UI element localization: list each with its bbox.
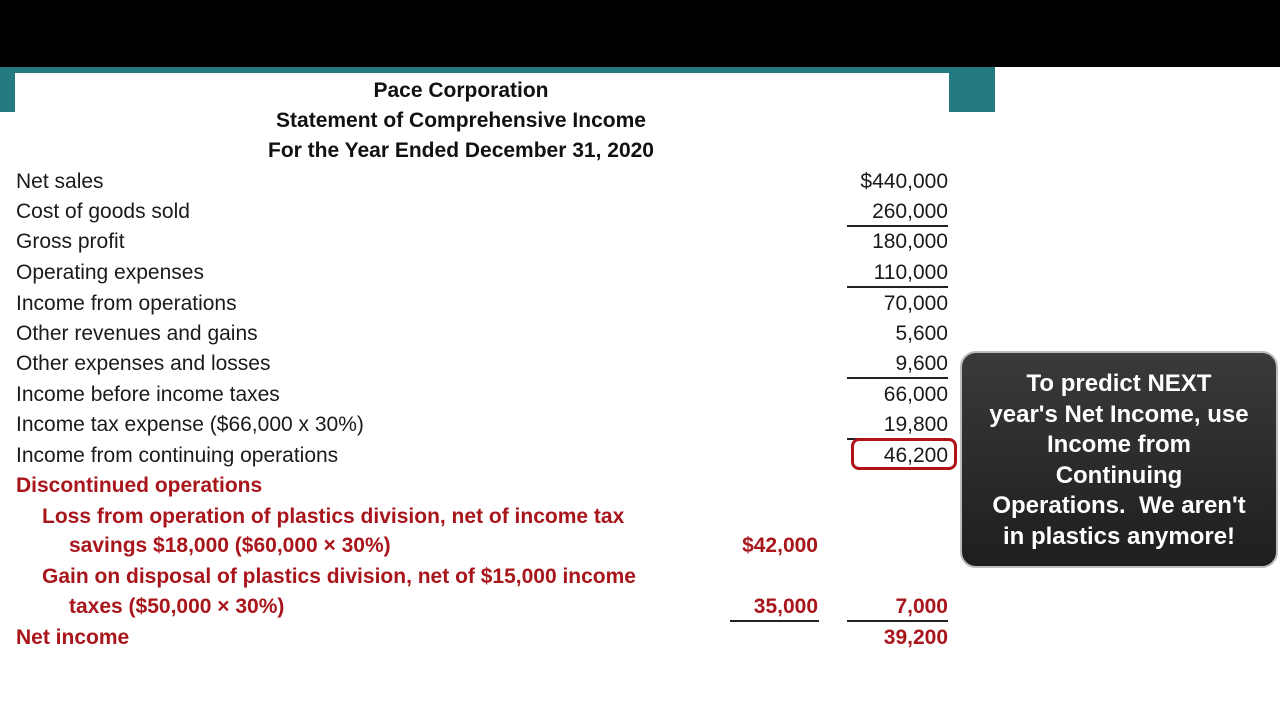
loss-description-2: savings $18,000 ($60,000 × 30%) (69, 534, 391, 557)
row-net-income (0, 626, 960, 656)
loss-line-2 (0, 534, 960, 564)
callout-line: To predict NEXT (1026, 370, 1212, 397)
row-label: Income tax expense ($66,000 x 30%) (16, 413, 364, 436)
teal-header-strip (0, 67, 995, 73)
row-amount: $440,000 (860, 170, 948, 193)
row-amount: 70,000 (883, 292, 948, 315)
row-label: Gross profit (16, 230, 125, 253)
row-income-before-taxes (0, 383, 960, 413)
row-amount: 110,000 (873, 261, 948, 284)
row-amount: 19,800 (883, 413, 948, 436)
row-amount: 9,600 (895, 352, 948, 375)
gain-description-1: Gain on disposal of plastics division, net of $15,000 income (42, 565, 636, 588)
net-income-amount: 39,200 (883, 626, 948, 649)
row-label: Income before income taxes (16, 383, 280, 406)
row-amount: 5,600 (895, 322, 948, 345)
subtotal-rule (847, 286, 948, 288)
row-other-expenses (0, 352, 960, 382)
row-other-revenues (0, 322, 960, 352)
row-operating-expenses (0, 261, 960, 291)
net-income-label: Net income (16, 626, 130, 649)
discontinued-net-amount: 7,000 (895, 595, 948, 618)
subtotal-rule (847, 225, 948, 227)
loss-line-1 (0, 505, 960, 535)
row-label: Income from operations (16, 292, 237, 315)
statement-period: For the Year Ended December 31, 2020 (268, 139, 654, 162)
row-net-sales (0, 170, 960, 200)
statement-title: Statement of Comprehensive Income (276, 109, 646, 132)
row-amount: 66,000 (883, 383, 948, 406)
row-label: Other expenses and losses (16, 352, 271, 375)
discontinued-heading: Discontinued operations (16, 474, 263, 497)
row-label: Income from continuing operations (16, 444, 339, 467)
loss-amount: $42,000 (742, 534, 818, 557)
row-label: Cost of goods sold (16, 200, 190, 223)
callout-box (960, 351, 1278, 568)
callout-line: in plastics anymore! (1002, 522, 1236, 550)
discontinued-heading-row (0, 474, 960, 504)
row-label: Other revenues and gains (16, 322, 258, 345)
gain-description-2: taxes ($50,000 × 30%) (69, 595, 285, 618)
row-income-tax-expense (0, 413, 960, 443)
row-cost-of-goods-sold (0, 200, 960, 230)
row-gross-profit (0, 230, 960, 260)
row-label: Net sales (16, 170, 104, 193)
gain-line-1 (0, 565, 960, 595)
row-income-from-operations (0, 292, 960, 322)
callout-line: year's Net Income, use (989, 400, 1249, 428)
top-black-bar (0, 0, 1280, 67)
row-amount: 180,000 (872, 230, 948, 253)
callout-line: Continuing (1055, 461, 1183, 489)
subtotal-rule (847, 620, 948, 622)
row-amount: 46,200 (883, 444, 948, 467)
teal-right-accent (949, 67, 995, 112)
callout-line: Income from (1046, 431, 1192, 458)
row-income-continuing-ops (0, 444, 960, 474)
highlight-circle (851, 438, 957, 470)
row-label: Operating expenses (16, 261, 204, 284)
subtotal-rule (847, 377, 948, 379)
gain-amount: 35,000 (753, 595, 818, 618)
loss-description-1: Loss from operation of plastics division, net of income tax (42, 505, 625, 528)
company-name: Pace Corporation (373, 79, 549, 102)
callout-line: Operations. We aren't (992, 492, 1246, 519)
row-amount: 260,000 (872, 200, 948, 223)
subtotal-rule (730, 620, 819, 622)
